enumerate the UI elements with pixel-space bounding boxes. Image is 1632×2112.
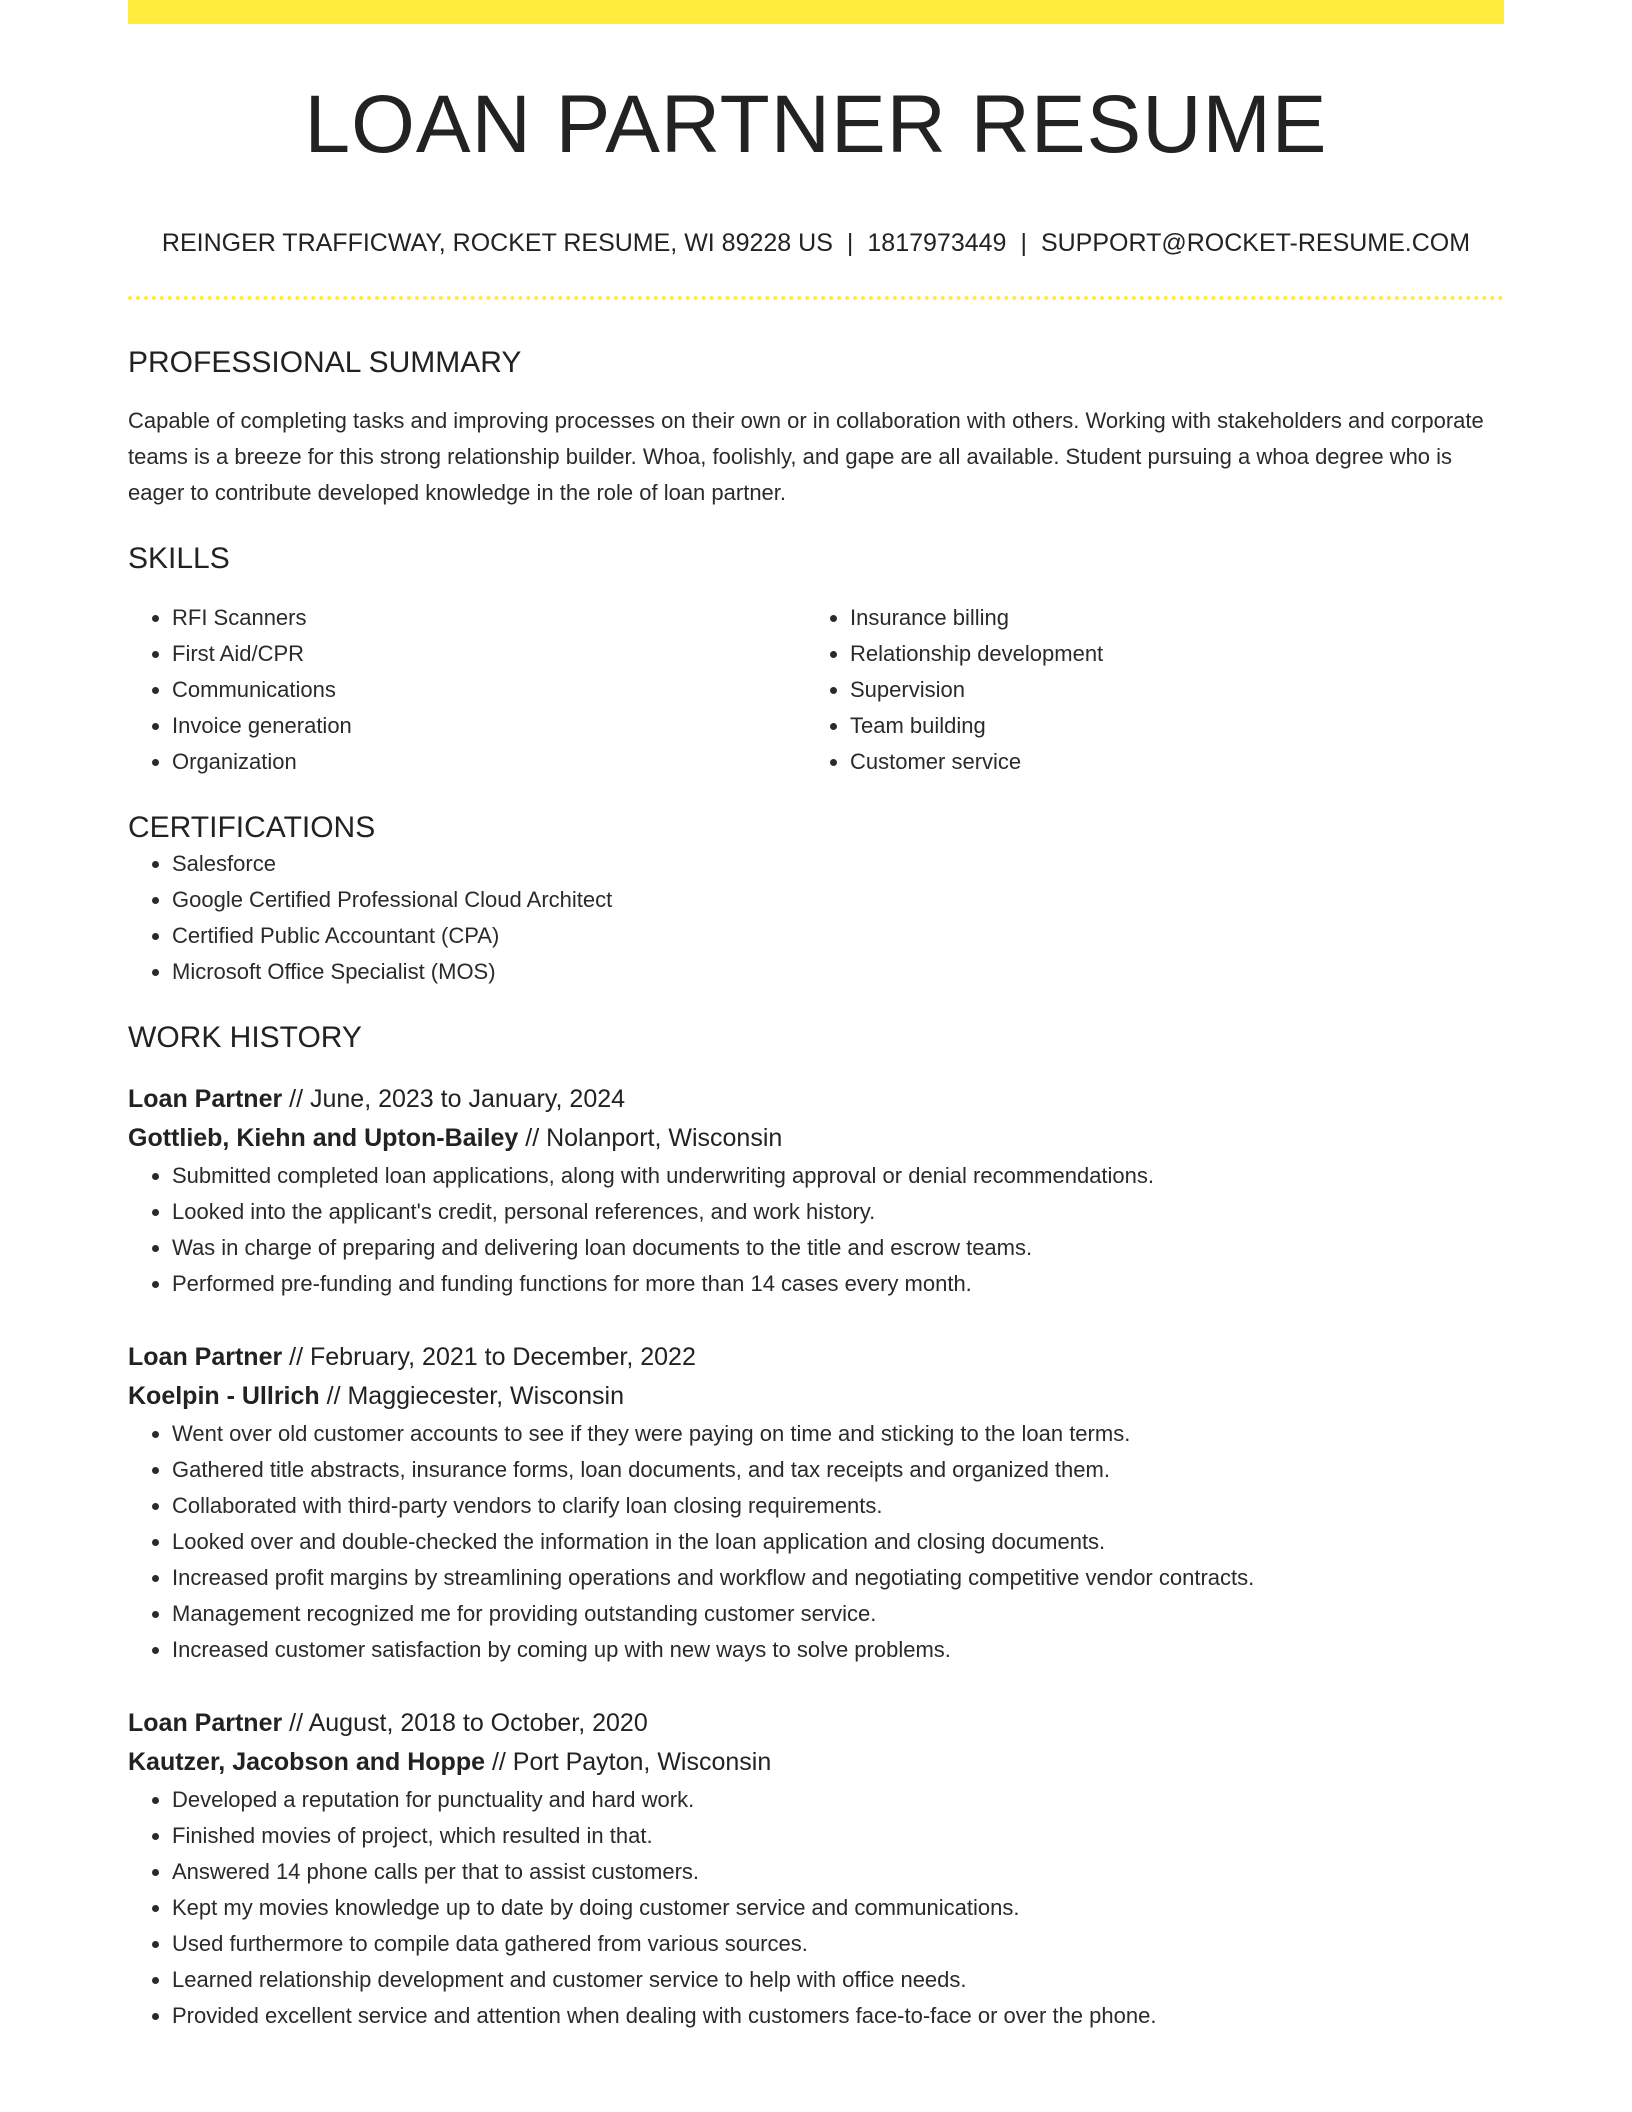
skill-item: • First Aid/CPR bbox=[172, 636, 806, 672]
resume-page bbox=[128, 0, 1504, 2034]
skills-column-right bbox=[806, 600, 1484, 780]
skill-item: • Organization bbox=[172, 744, 806, 780]
skill-item: • Insurance billing bbox=[850, 600, 1484, 636]
job-role: Loan Partner bbox=[128, 1709, 283, 1737]
job-entry bbox=[128, 1080, 1504, 1302]
certification-item: • Salesforce bbox=[172, 846, 1504, 882]
certification-item: • Microsoft Office Specialist (MOS) bbox=[172, 954, 1504, 990]
job-entry bbox=[128, 1338, 1504, 1668]
resume-title: LOAN PARTNER RESUME bbox=[304, 79, 1328, 170]
certification-item: • Google Certified Professional Cloud Architect bbox=[172, 882, 1504, 918]
job-company: Gottlieb, Kiehn and Upton-Bailey bbox=[128, 1124, 519, 1152]
job-bullet: • Finished movies of project, which resulted in that. bbox=[172, 1818, 1504, 1854]
skill-item: • Communications bbox=[172, 672, 806, 708]
contact-address: REINGER TRAFFICWAY, ROCKET RESUME, WI 89228 US bbox=[161, 229, 833, 257]
job-role: Loan Partner bbox=[128, 1343, 283, 1371]
job-company-line bbox=[128, 1119, 1504, 1158]
job-bullet: • Increased profit margins by streamlining operations and workflow and negotiating competitive vendor contracts. bbox=[172, 1560, 1504, 1596]
job-company: Kautzer, Jacobson and Hoppe bbox=[128, 1748, 486, 1776]
job-dates: // February, 2021 to December, 2022 bbox=[282, 1343, 696, 1371]
summary-heading: PROFESSIONAL SUMMARY bbox=[128, 346, 522, 379]
summary-text: Capable of completing tasks and improving processes on their own or in collaboration with others. Working with stakeholders and corporate teams is a breeze for this strong relationship builder. Whoa, foolishly, and gape are all available. Student pursuing a whoa degree who is eager to contribute developed knowledge in the role of loan partner. bbox=[128, 408, 1484, 505]
job-role-line bbox=[128, 1338, 1504, 1377]
job-dates: // June, 2023 to January, 2024 bbox=[282, 1085, 626, 1113]
job-bullets bbox=[128, 1782, 1504, 2034]
skills-list-left bbox=[128, 600, 806, 780]
job-role-line bbox=[128, 1704, 1504, 1743]
job-role: Loan Partner bbox=[128, 1085, 283, 1113]
job-company-line bbox=[128, 1743, 1504, 1782]
job-bullet: • Kept my movies knowledge up to date by doing customer service and communications. bbox=[172, 1890, 1504, 1926]
job-bullet: • Answered 14 phone calls per that to assist customers. bbox=[172, 1854, 1504, 1890]
job-bullet: • Developed a reputation for punctuality and hard work. bbox=[172, 1782, 1504, 1818]
skill-item: • RFI Scanners bbox=[172, 600, 806, 636]
job-bullet: • Was in charge of preparing and delivering loan documents to the title and escrow teams. bbox=[172, 1230, 1504, 1266]
job-bullet: • Went over old customer accounts to see if they were paying on time and sticking to the loan terms. bbox=[172, 1416, 1504, 1452]
job-bullet: • Looked into the applicant's credit, personal references, and work history. bbox=[172, 1194, 1504, 1230]
job-location: // Nolanport, Wisconsin bbox=[518, 1124, 783, 1152]
certifications-heading: CERTIFICATIONS bbox=[128, 811, 376, 844]
job-role-line bbox=[128, 1080, 1504, 1119]
certifications-list bbox=[128, 846, 1504, 990]
dotted-divider bbox=[128, 296, 1504, 300]
job-location: // Maggiecester, Wisconsin bbox=[319, 1382, 624, 1410]
skill-item: • Relationship development bbox=[850, 636, 1484, 672]
skill-item: • Customer service bbox=[850, 744, 1484, 780]
job-dates: // August, 2018 to October, 2020 bbox=[282, 1709, 648, 1737]
job-bullet: • Looked over and double-checked the information in the loan application and closing documents. bbox=[172, 1524, 1504, 1560]
job-entry bbox=[128, 1704, 1504, 2034]
contact-email: SUPPORT@ROCKET-RESUME.COM bbox=[1040, 229, 1471, 257]
job-bullet: • Collaborated with third-party vendors to clarify loan closing requirements. bbox=[172, 1488, 1504, 1524]
skills-column-left bbox=[128, 600, 806, 780]
contact-line bbox=[128, 228, 1504, 258]
contact-separator: | bbox=[1020, 229, 1027, 257]
skill-item: • Invoice generation bbox=[172, 708, 806, 744]
job-bullet: • Increased customer satisfaction by coming up with new ways to solve problems. bbox=[172, 1632, 1504, 1668]
certification-item: • Certified Public Accountant (CPA) bbox=[172, 918, 1504, 954]
job-bullet: • Management recognized me for providing outstanding customer service. bbox=[172, 1596, 1504, 1632]
job-bullets bbox=[128, 1416, 1504, 1668]
skills-grid bbox=[128, 600, 1504, 780]
job-bullets bbox=[128, 1158, 1504, 1302]
job-bullet: • Used furthermore to compile data gathered from various sources. bbox=[172, 1926, 1504, 1962]
job-company: Koelpin - Ullrich bbox=[128, 1382, 320, 1410]
job-bullet: • Provided excellent service and attention when dealing with customers face-to-face or over the phone. bbox=[172, 1998, 1504, 2034]
skill-item: • Team building bbox=[850, 708, 1484, 744]
work-history-heading: WORK HISTORY bbox=[128, 1021, 362, 1054]
job-bullet: • Performed pre-funding and funding functions for more than 14 cases every month. bbox=[172, 1266, 1504, 1302]
job-company-line bbox=[128, 1377, 1504, 1416]
contact-separator: | bbox=[846, 229, 854, 257]
job-location: // Port Payton, Wisconsin bbox=[485, 1748, 772, 1776]
top-accent-bar bbox=[128, 0, 1504, 24]
skill-item: • Supervision bbox=[850, 672, 1484, 708]
contact-phone: 1817973449 bbox=[867, 229, 1007, 257]
job-bullet: • Submitted completed loan applications, along with underwriting approval or denial recommendations. bbox=[172, 1158, 1504, 1194]
skills-list-right bbox=[806, 600, 1484, 780]
skills-heading: SKILLS bbox=[128, 542, 230, 575]
job-bullet: • Gathered title abstracts, insurance forms, loan documents, and tax receipts and organized them. bbox=[172, 1452, 1504, 1488]
job-bullet: • Learned relationship development and customer service to help with office needs. bbox=[172, 1962, 1504, 1998]
